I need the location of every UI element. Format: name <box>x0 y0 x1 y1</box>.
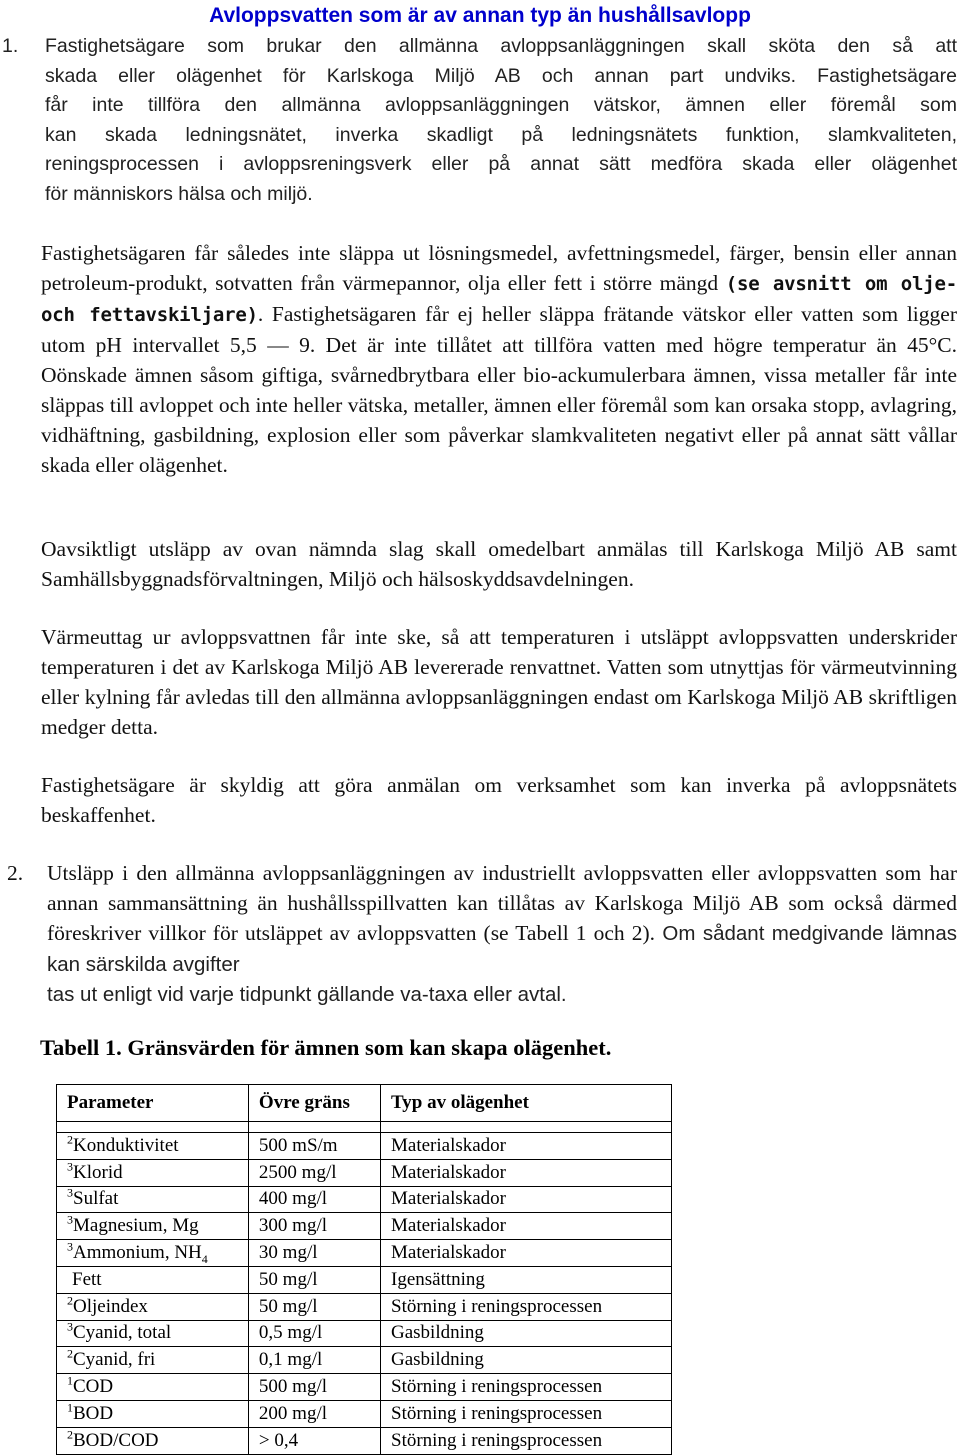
parameter-name: Cyanid, total <box>73 1322 172 1344</box>
cell-limit: 50 mg/l <box>248 1293 380 1320</box>
cell-type: Gasbildning <box>381 1320 672 1347</box>
cell-type: Störning i reningsprocessen <box>381 1400 672 1427</box>
cell-type: Materialskador <box>381 1213 672 1240</box>
parameter-name: BOD <box>73 1402 114 1424</box>
page-title: Avloppsvatten som är av annan typ än hushållsavlopp <box>209 4 751 27</box>
parameter-name: COD <box>73 1376 114 1398</box>
item-1 <box>0 32 960 212</box>
cell-limit: 400 mg/l <box>248 1186 380 1213</box>
footnote-marker: 2 <box>67 1132 73 1147</box>
item-1-line: reningsprocessen i avloppsreningsverk eller på annat sätt medföra skada eller olägenhet <box>45 153 957 175</box>
cell-limit: 500 mg/l <box>248 1374 380 1401</box>
parameter-name: Klorid <box>73 1161 123 1183</box>
cell-parameter <box>57 1320 249 1347</box>
item-1-line: kan skada ledningsnätet, inverka skadligt på ledningsnätets funktion, slamkvaliteten, <box>45 123 957 146</box>
table-body <box>57 1133 672 1455</box>
cell-limit: 200 mg/l <box>248 1400 380 1427</box>
parameter-name: Magnesium, Mg <box>73 1215 199 1237</box>
cell-parameter <box>57 1374 249 1401</box>
cell-limit: 0,1 mg/l <box>248 1347 380 1374</box>
table-row <box>57 1374 672 1401</box>
table-row <box>57 1159 672 1186</box>
fettavskiljare-reference: (se avsnitt om olje- och fettavskiljare) <box>41 273 958 326</box>
cell-limit: 0,5 mg/l <box>248 1320 380 1347</box>
ph-dash: — <box>267 333 289 357</box>
cell-type: Gasbildning <box>381 1347 672 1374</box>
table-row <box>57 1347 672 1374</box>
parameter-name: BOD/COD <box>73 1429 159 1451</box>
footnote-marker: 3 <box>67 1159 73 1174</box>
table-row <box>57 1320 672 1347</box>
item-2-sans-line: tas ut enligt vid varje tidpunkt gällande va-taxa eller avtal. <box>47 983 567 1006</box>
cell-limit: > 0,4 <box>248 1427 380 1454</box>
header-typ: Typ av olägenhet <box>381 1085 672 1122</box>
table-row <box>57 1400 672 1427</box>
table-row <box>57 1427 672 1454</box>
footnote-marker: 1 <box>67 1400 73 1415</box>
cell-parameter <box>57 1133 249 1160</box>
paragraph-anmalan: Fastighetsägare är skyldig att göra anmälan om verksamhet som kan inverka på avloppsnätets beskaffenhet. <box>41 773 957 827</box>
cell-limit: 500 mS/m <box>248 1133 380 1160</box>
parameter-name: Sulfat <box>73 1188 119 1210</box>
cell-parameter <box>57 1400 249 1427</box>
cell-type: Igensättning <box>381 1266 672 1293</box>
subscript: 4 <box>201 1251 208 1266</box>
cell-type: Materialskador <box>381 1159 672 1186</box>
table-caption: Tabell 1. Gränsvärden för ämnen som kan skapa olägenhet. <box>40 1035 612 1060</box>
item-2-sans-line: Om sådant medgivande lämnas kan särskilda avgifter <box>47 922 957 976</box>
header-ovre-grans: Övre gräns <box>248 1085 380 1122</box>
table-row <box>57 1186 672 1213</box>
footnote-marker: 3 <box>67 1239 73 1254</box>
header-parameter: Parameter <box>57 1085 249 1122</box>
limits-table <box>56 1084 672 1455</box>
cell-type: Materialskador <box>381 1240 672 1267</box>
cell-parameter <box>57 1240 249 1267</box>
paragraph-oavsiktligt: Oavsiktligt utsläpp av ovan nämnda slag skall omedelbart anmälas till Karlskoga Miljö AB samt Samhällsbyggnadsförvaltningen, Miljö och hälsoskyddsavdelningen. <box>41 537 957 591</box>
table-header-row <box>57 1085 672 1122</box>
cell-parameter <box>57 1213 249 1240</box>
table-spacer-row <box>57 1122 672 1133</box>
cell-limit: 2500 mg/l <box>248 1159 380 1186</box>
table-row <box>57 1133 672 1160</box>
cell-parameter <box>57 1427 249 1454</box>
footnote-marker: 2 <box>67 1293 73 1308</box>
footnote-marker: 1 <box>67 1373 73 1388</box>
paragraph-varmeuttag: Värmeuttag ur avloppsvattnen får inte ske, så att temperaturen i utsläppt avloppsvatten underskrider temperaturen i det av Karlskoga Miljö AB levererade renvattnet. Vatten som utnyttjas för värmeutvinning eller kylning får avledas till den allmänna avloppsanläggningen endast om Karlskoga Miljö AB skriftligen medger detta. <box>41 625 957 739</box>
paragraph-fett-part3: 9. Det är inte tillåtet att tillföra vatten med högre temperatur än 45°C. Oönskade ämnen såsom giftiga, svårnedbrytbara eller bio-ackumulerbara ämnen, vissa metaller får inte släppas till avloppet och inte heller vätska, metaller, ämnen eller föremål som kan orsaka stopp, avlagring, vidhäftning, gasbildning, explosion eller som påverkar slamkvaliteten negativt eller på annat sätt vållar skada eller olägenhet. <box>41 333 957 477</box>
item-2-serif-part: Utsläpp i den allmänna avloppsanläggningen av industriellt avloppsvatten eller avloppsvatten som har annan sammansättning än hushållsspillvatten kan tillåtas av Karlskoga Miljö AB som också därmed föreskriver villkor för utsläppet av avloppsvatten (se Tabell 1 och 2). <box>47 861 957 945</box>
cell-parameter <box>57 1186 249 1213</box>
parameter-name: Cyanid, fri <box>73 1349 156 1371</box>
cell-type: Störning i reningsprocessen <box>381 1427 672 1454</box>
cell-limit: 300 mg/l <box>248 1213 380 1240</box>
cell-parameter <box>57 1347 249 1374</box>
footnote-marker: 2 <box>67 1427 73 1442</box>
paragraph-fett-part1: Fastighetsägaren får således inte släppa ut lösningsmedel, avfettningsmedel, färger, bensin eller annan petroleum-produkt, sotvatten från värmepannor, olja eller fett i större mängd <box>41 241 957 295</box>
cell-type: Materialskador <box>381 1133 672 1160</box>
item-1-line: Fastighetsägare som brukar den allmänna avloppsanläggningen skall sköta den så att <box>45 35 957 57</box>
item-2-body <box>47 858 957 1010</box>
footnote-marker: 3 <box>67 1320 73 1335</box>
parameter-name: Fett <box>72 1268 102 1290</box>
cell-parameter <box>57 1159 249 1186</box>
cell-limit: 30 mg/l <box>248 1240 380 1267</box>
parameter-name: Ammonium, NH <box>73 1242 202 1264</box>
item-2 <box>0 858 960 1008</box>
item-1-line: skada eller olägenhet för Karlskoga Miljö AB och annan part undviks. Fastighetsägare <box>45 64 957 87</box>
cell-parameter <box>57 1266 249 1293</box>
table-row <box>57 1213 672 1240</box>
item-2-number: 2. <box>7 861 24 885</box>
table-row <box>57 1240 672 1267</box>
footnote-marker: 2 <box>67 1346 73 1361</box>
cell-limit: 50 mg/l <box>248 1266 380 1293</box>
cell-parameter <box>57 1293 249 1320</box>
cell-type: Störning i reningsprocessen <box>381 1293 672 1320</box>
item-1-line: får inte tillföra den allmänna avloppsanläggningen vätskor, ämnen eller föremål som <box>45 94 957 116</box>
paragraph-fett <box>41 238 957 480</box>
footnote-marker: 3 <box>67 1186 73 1201</box>
paragraph-fett-part2: . Fastighetsägaren får ej heller släppa frätande vätskor eller vatten som ligger utom pH intervallet 5,5 <box>41 302 957 357</box>
parameter-name: Oljeindex <box>73 1295 148 1317</box>
table-row <box>57 1293 672 1320</box>
cell-type: Störning i reningsprocessen <box>381 1374 672 1401</box>
item-1-text <box>45 32 957 209</box>
cell-type: Materialskador <box>381 1186 672 1213</box>
parameter-name: Konduktivitet <box>73 1134 179 1156</box>
item-2-text <box>47 858 957 1010</box>
footnote-marker: 3 <box>67 1212 73 1227</box>
table-row <box>57 1266 672 1293</box>
item-1-number: 1. <box>2 35 19 57</box>
item-1-line: för människors hälsa och miljö. <box>45 182 313 205</box>
